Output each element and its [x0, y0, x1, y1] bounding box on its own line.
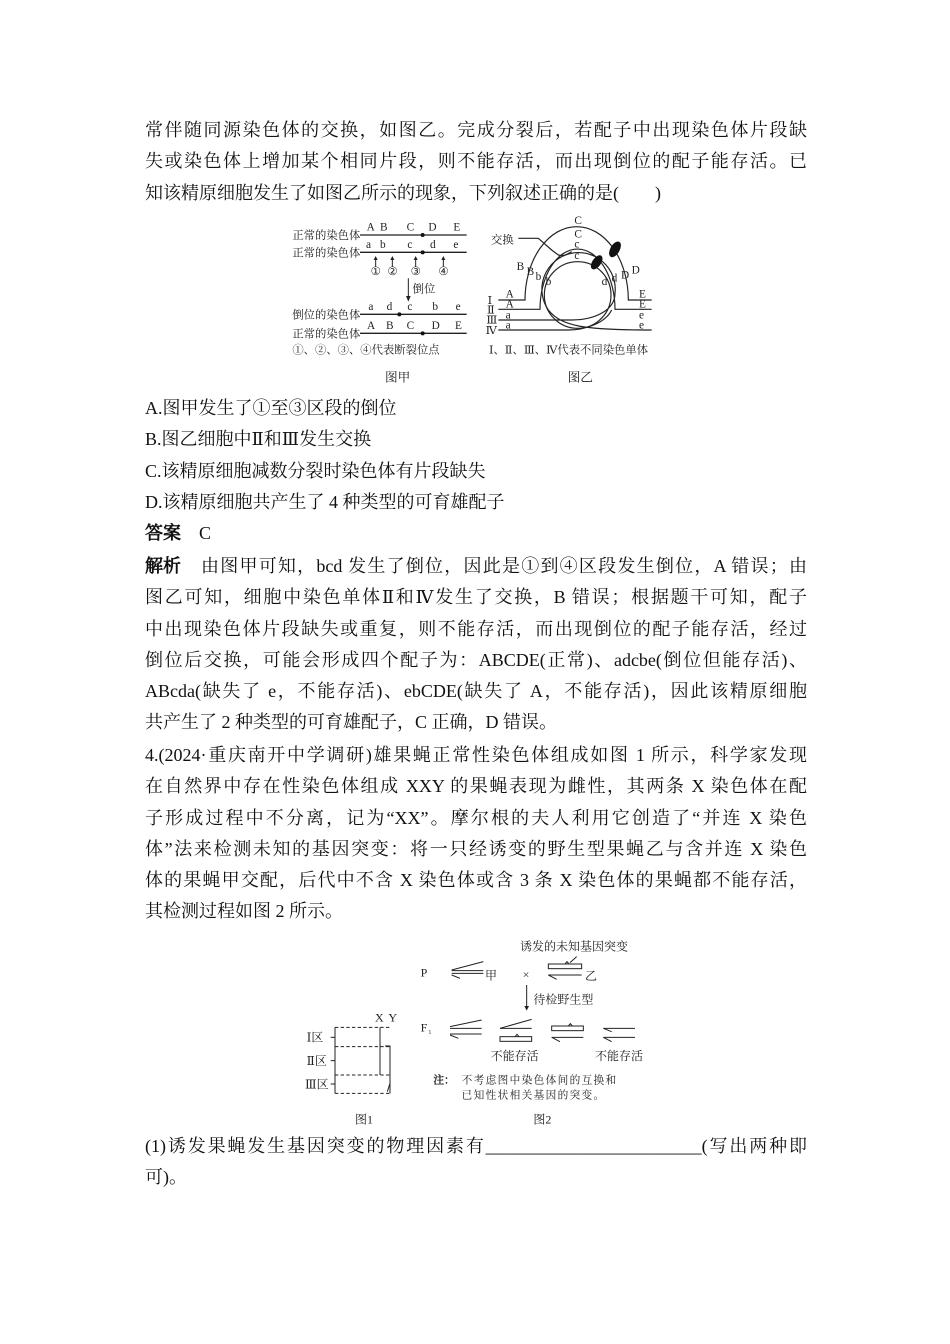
legend-chromatids: Ⅰ、Ⅱ、Ⅲ、Ⅳ代表不同染色单体	[489, 344, 649, 357]
arrow-label-inversion: 倒位	[412, 283, 436, 296]
label-exchange: 交换	[491, 234, 514, 247]
svg-text:E: E	[455, 320, 462, 332]
svg-text:Ⅰ: Ⅰ	[487, 295, 493, 307]
svg-text:Ⅱ: Ⅱ	[487, 304, 495, 317]
svg-text:×: ×	[522, 967, 530, 982]
svg-text:e: e	[639, 309, 645, 322]
analysis-line: ABcda(缺失了 e，不能存活)、ebCDE(缺失了 A，不能存活)，因此该精原细胞	[145, 681, 807, 702]
svg-text:Y: Y	[388, 1010, 398, 1025]
svg-text:d: d	[601, 276, 608, 288]
analysis-label: 解析	[145, 556, 181, 576]
caption-jia: 图甲	[385, 370, 411, 385]
svg-text:A: A	[367, 320, 376, 332]
analysis-line: 由图甲可知，bcd 发生了倒位，因此是①到④区段发生倒位，A 错误；由	[201, 556, 807, 576]
svg-text:Ⅲ区: Ⅲ区	[305, 1077, 329, 1092]
svg-text:④: ④	[438, 266, 449, 278]
svg-text:a: a	[368, 301, 374, 313]
svg-text:E: E	[453, 221, 461, 234]
svg-text:e: e	[455, 301, 461, 313]
figure-yi	[486, 215, 652, 385]
analysis-line: 图乙可知，细胞中染色单体Ⅱ和Ⅳ发生了交换，B 错误；根据题干可知，配子	[145, 587, 807, 608]
svg-text:b: b	[380, 239, 386, 251]
svg-text:A: A	[505, 288, 514, 301]
svg-text:c: c	[574, 250, 580, 262]
svg-text:1: 1	[428, 1030, 432, 1036]
option-c: C.该精原细胞减数分裂时染色体有片段缺失	[145, 460, 486, 481]
caption-fig1: 图1	[355, 1112, 374, 1127]
stem-line: 失或染色体上增加某个相同片段，则不能存活，而出现倒位的配子能存活。已	[145, 151, 807, 172]
svg-text:C: C	[406, 320, 415, 332]
svg-text:B: B	[516, 261, 525, 273]
analysis	[145, 551, 807, 739]
svg-text:E: E	[639, 298, 646, 311]
svg-text:F: F	[420, 1020, 428, 1035]
svg-text:d: d	[430, 239, 436, 251]
svg-text:C: C	[406, 221, 415, 234]
svg-text:A: A	[366, 221, 375, 234]
answer-label: 答案	[145, 523, 181, 544]
svg-text:Ⅰ区: Ⅰ区	[306, 1030, 324, 1045]
q4-line: 4.(2024·重庆南开中学调研)雄果蝇正常性染色体组成如图 1 所示，科学家发现	[145, 745, 807, 765]
analysis-line: 中出现染色体片段缺失或重复，则不能存活，而出现倒位的配子能存活，经过	[145, 618, 807, 639]
svg-text:B: B	[380, 221, 388, 234]
options	[145, 393, 807, 549]
svg-text:B: B	[526, 266, 535, 278]
svg-text:①: ①	[370, 266, 381, 278]
option-b: B.图乙细胞中Ⅱ和Ⅲ发生交换	[145, 429, 372, 450]
sub-question-line: 可)。	[145, 1167, 187, 1188]
label-normal-chromosome: 正常的染色体	[292, 328, 361, 341]
svg-text:a: a	[366, 239, 372, 251]
question-4	[145, 740, 807, 928]
svg-text:e: e	[639, 319, 645, 332]
caption-fig2: 图2	[533, 1112, 552, 1127]
option-d: D.该精原细胞共产生了 4 种类型的可育雄配子	[145, 491, 505, 512]
svg-text:Ⅲ: Ⅲ	[486, 314, 498, 327]
analysis-line: 共产生了 2 种类型的可育雄配子，C 正确，D 错误。	[145, 712, 558, 733]
figure-jia-yi	[285, 210, 665, 390]
figure-1-2	[300, 930, 660, 1130]
figure-jia	[292, 222, 466, 385]
svg-text:Ⅳ: Ⅳ	[485, 325, 497, 337]
svg-text:已知性状相关基因的突变。: 已知性状相关基因的突变。	[461, 1090, 606, 1102]
svg-text:a: a	[505, 319, 511, 332]
question-stem	[145, 115, 807, 209]
q4-line: 体”法来检测未知的基因突变：将一只经诱变的野生型果蝇乙与含并连 X 染色	[145, 838, 807, 859]
svg-text:c: c	[574, 238, 580, 251]
svg-text:D: D	[428, 221, 437, 234]
svg-text:甲: 甲	[485, 968, 498, 983]
svg-text:Ⅱ区: Ⅱ区	[306, 1054, 327, 1068]
svg-text:乙: 乙	[585, 969, 598, 983]
svg-text:②: ②	[387, 266, 398, 278]
stem-line: 知该精原细胞发生了如图乙所示的现象，下列叙述正确的是( )	[145, 182, 661, 203]
svg-text:a: a	[505, 309, 511, 322]
svg-text:c: c	[407, 239, 413, 251]
svg-text:d: d	[386, 301, 393, 313]
answer-value: C	[199, 523, 212, 544]
label-not-survive: 不能存活	[595, 1049, 644, 1063]
svg-text:D: D	[631, 264, 640, 277]
svg-text:P: P	[420, 965, 428, 980]
svg-text:b: b	[535, 271, 542, 283]
sub-question-1	[145, 1131, 807, 1194]
label-normal-chromosome: 正常的染色体	[292, 247, 361, 260]
q4-line: 在自然界中存在性染色体组成 XXY 的果蝇表现为雌性，其两条 X 染色体在配	[145, 776, 807, 797]
label-induced-mutation: 诱发的未知基因突变	[520, 939, 629, 954]
svg-text:③: ③	[410, 266, 421, 278]
q4-line: 体的果蝇甲交配，后代中不含 X 染色体或含 3 条 X 染色体的果蝇都不能存活，	[145, 870, 807, 891]
svg-text:C: C	[574, 215, 582, 227]
svg-text:d: d	[611, 272, 618, 285]
svg-text:A: A	[505, 298, 514, 311]
svg-text:注：: 注：	[433, 1075, 455, 1087]
svg-text:D: D	[431, 320, 440, 332]
q4-line: 子形成过程中不分离，记为“XX”。摩尔根的夫人利用它创造了“并连 X 染色	[145, 807, 807, 828]
option-a: A.图甲发生了①至③区段的倒位	[145, 398, 397, 418]
svg-text:C: C	[574, 228, 582, 241]
figure-2	[421, 939, 643, 1127]
label-inverted-chromosome: 倒位的染色体	[292, 309, 361, 322]
svg-text:b: b	[545, 276, 552, 288]
svg-text:e: e	[453, 239, 459, 251]
sub-question-line: (1)诱发果蝇发生基因突变的物理因素有________________________(写出两种即	[145, 1136, 807, 1156]
svg-text:b: b	[432, 301, 439, 313]
caption-yi: 图乙	[567, 370, 593, 385]
svg-text:不考虑图中染色体间的互换和: 不考虑图中染色体间的互换和	[461, 1075, 618, 1087]
figure-1	[305, 1011, 397, 1127]
label-normal-chromosome: 正常的染色体	[292, 230, 361, 242]
svg-text:B: B	[386, 320, 394, 332]
stem-line: 常伴随同源染色体的交换，如图乙。完成分裂后，若配子中出现染色体片段缺	[145, 120, 807, 140]
analysis-line: 倒位后交换，可能会形成四个配子为：ABCDE(正常)、adcbe(倒位但能存活)、	[145, 649, 807, 670]
answer	[145, 518, 807, 549]
svg-text:X: X	[375, 1010, 384, 1025]
svg-text:E: E	[639, 288, 646, 301]
legend-break-points: ①、②、③、④代表断裂位点	[292, 344, 440, 357]
q4-line: 其检测过程如图 2 所示。	[145, 901, 343, 922]
label-not-survive: 不能存活	[490, 1049, 539, 1063]
svg-text:c: c	[407, 301, 413, 313]
svg-text:D: D	[621, 269, 630, 282]
label-wild-type: 待检野生型	[533, 992, 594, 1007]
